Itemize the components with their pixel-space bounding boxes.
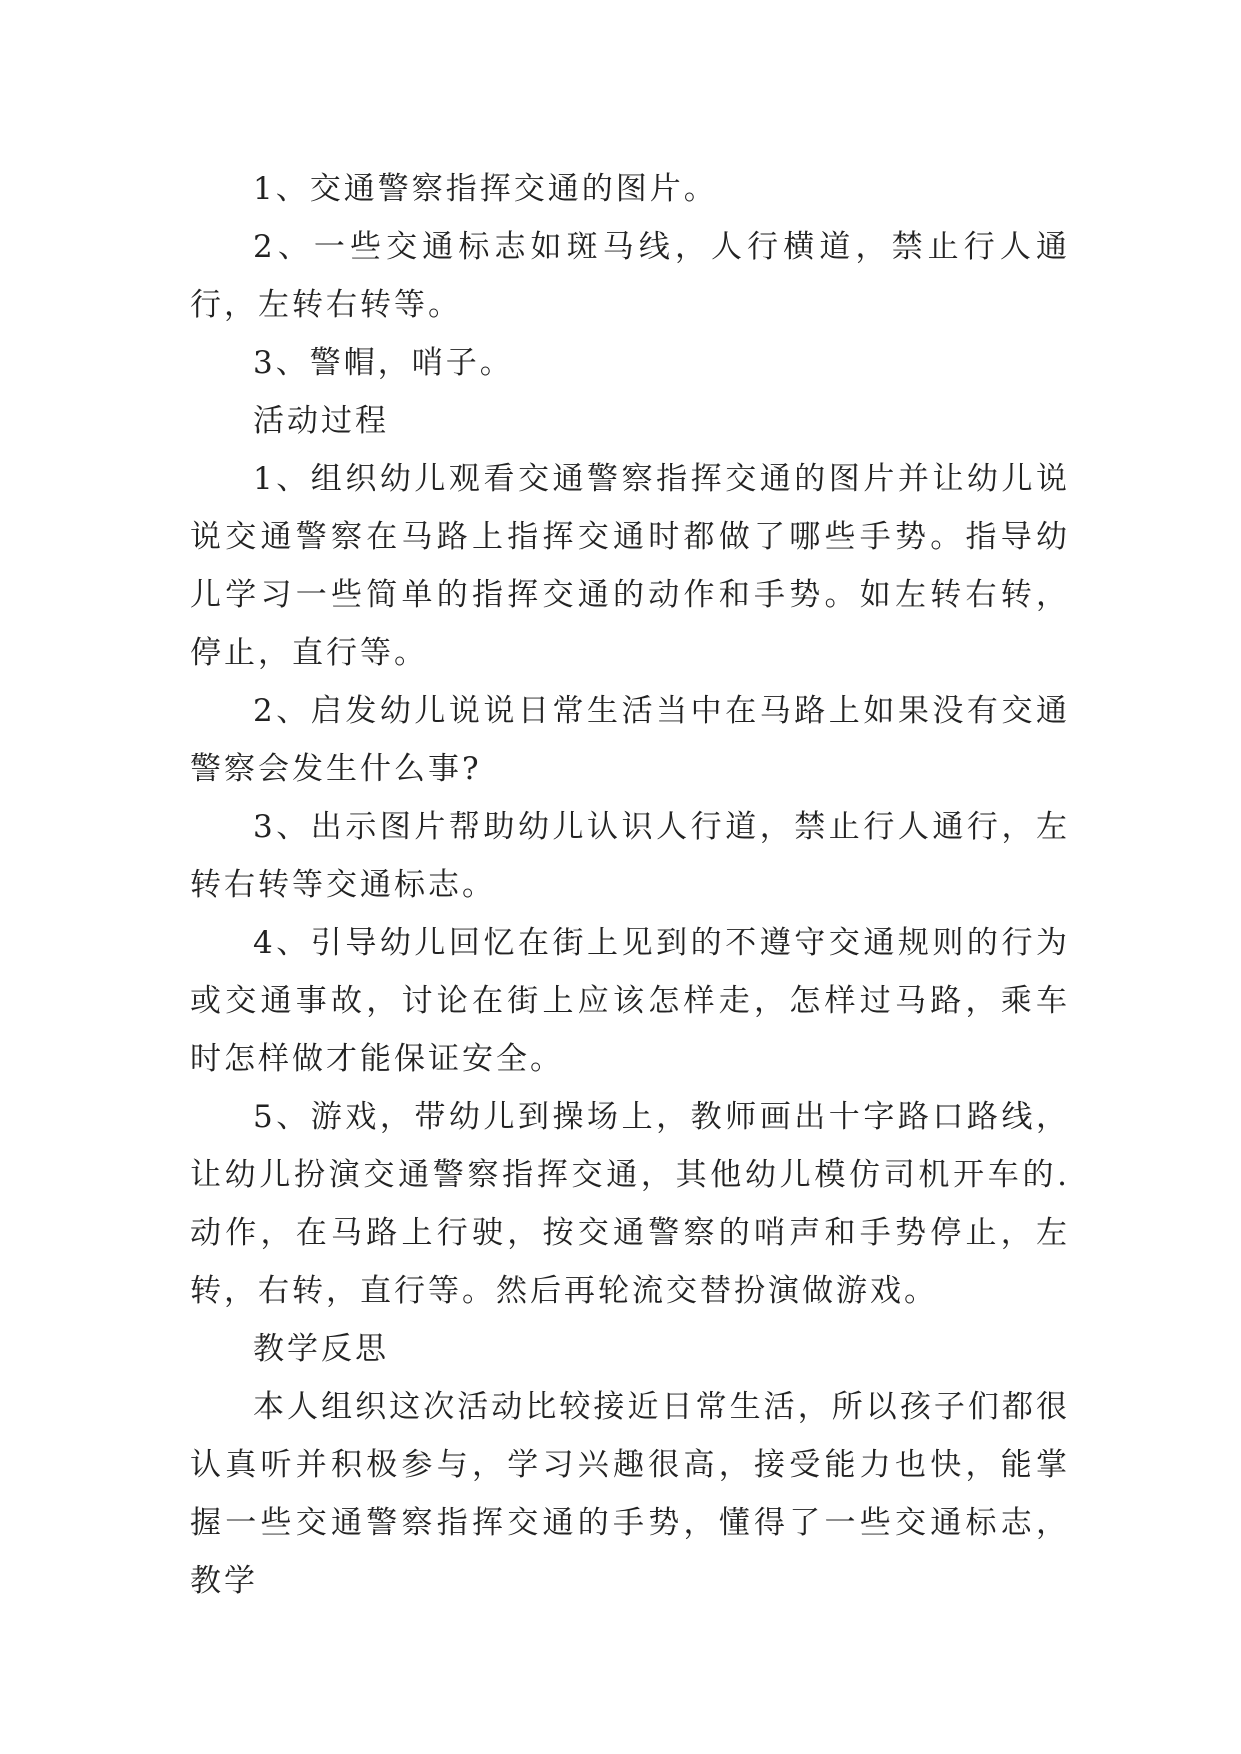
process-step-2: 2、启发幼儿说说日常生活当中在马路上如果没有交通警察会发生什么事? [190, 693, 1070, 787]
process-step-3: 3、出示图片帮助幼儿认识人行道，禁止行人通行，左转右转等交通标志。 [190, 809, 1070, 903]
section-heading-activity-process: 活动过程 [253, 403, 389, 439]
process-step-4: 4、引导幼儿回忆在街上见到的不遵守交通规则的行为或交通事故，讨论在街上应该怎样走，怎样过马路，乘车时怎样做才能保证安全。 [190, 925, 1070, 1077]
document-body [190, 160, 1070, 1610]
materials-item-3: 3、警帽，哨子。 [253, 345, 514, 381]
section-heading-teaching-reflection: 教学反思 [253, 1331, 389, 1367]
reflection-paragraph: 本人组织这次活动比较接近日常生活，所以孩子们都很认真听并积极参与，学习兴趣很高，接受能力也快，能掌握一些交通警察指挥交通的手势，懂得了一些交通标志，教学 [190, 1389, 1070, 1599]
process-step-5: 5、游戏，带幼儿到操场上，教师画出十字路口路线，让幼儿扮演交通警察指挥交通，其他幼儿模仿司机开车的.动作，在马路上行驶，按交通警察的哨声和手势停止，左转，右转，直行等。然后再轮流交替扮演做游戏。 [190, 1099, 1070, 1309]
materials-item-2: 2、一些交通标志如斑马线，人行横道，禁止行人通行，左转右转等。 [190, 229, 1070, 323]
process-step-1: 1、组织幼儿观看交通警察指挥交通的图片并让幼儿说说交通警察在马路上指挥交通时都做了哪些手势。指导幼儿学习一些简单的指挥交通的动作和手势。如左转右转，停止，直行等。 [190, 461, 1070, 671]
materials-item-1: 1、交通警察指挥交通的图片。 [253, 171, 718, 207]
